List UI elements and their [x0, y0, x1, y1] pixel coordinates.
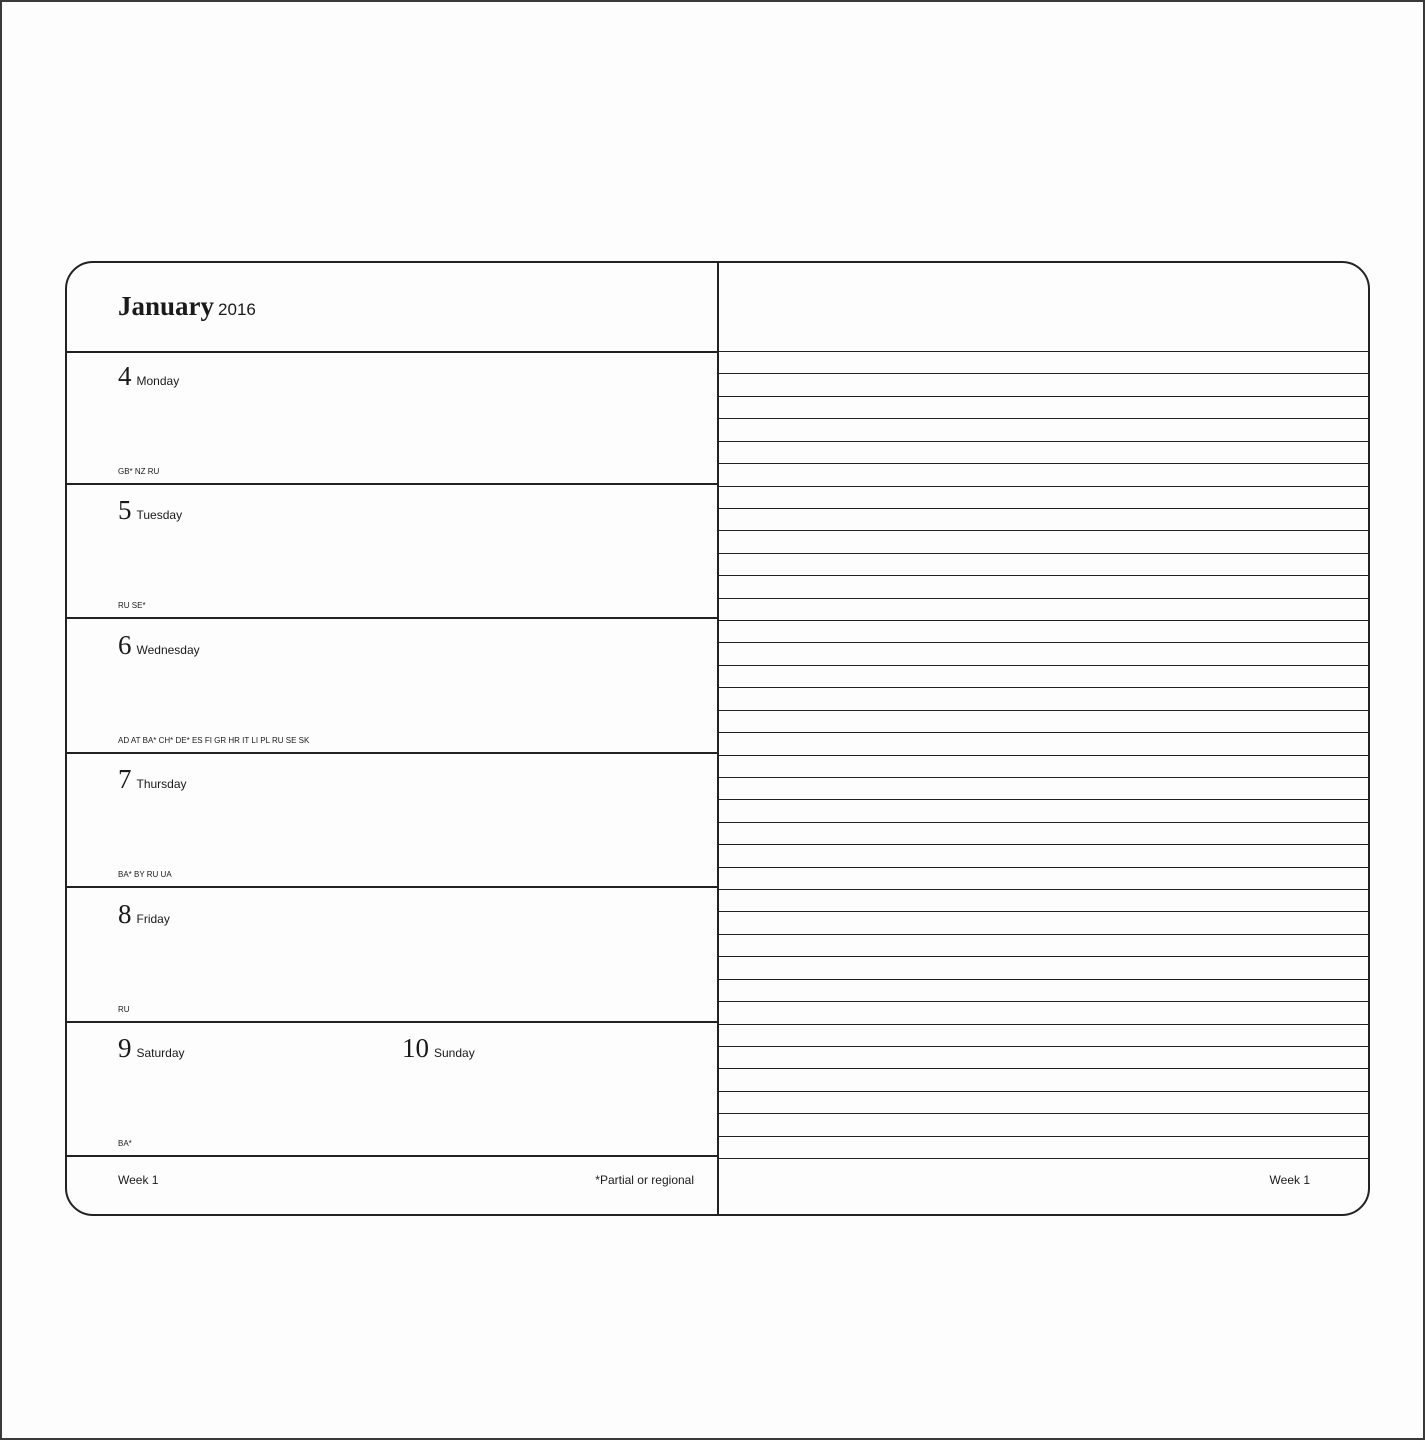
- week-label-right: Week 1: [1269, 1173, 1310, 1187]
- day-row-monday[interactable]: [67, 351, 718, 485]
- ruled-line: [718, 1068, 1368, 1069]
- ruled-line: [718, 1046, 1368, 1047]
- ruled-line: [718, 687, 1368, 688]
- day-name: Wednesday: [136, 643, 200, 657]
- holiday-codes: RU: [118, 1005, 130, 1014]
- day-number: 4: [118, 361, 132, 391]
- holiday-codes: AD AT BA* CH* DE* ES FI GR HR IT LI PL RU SE SK: [118, 736, 310, 745]
- ruled-line: [718, 1001, 1368, 1002]
- ruled-line: [718, 1136, 1368, 1137]
- day-number: 7: [118, 764, 132, 794]
- day-number: 9: [118, 1033, 132, 1063]
- ruled-line: [718, 373, 1368, 374]
- day-heading: [118, 764, 187, 795]
- holiday-codes: BA*: [118, 1139, 132, 1148]
- day-number: 8: [118, 899, 132, 929]
- ruled-line: [718, 642, 1368, 643]
- day-name: Thursday: [136, 777, 187, 791]
- month-header: [67, 263, 718, 353]
- day-name: Friday: [136, 912, 170, 926]
- ruled-line: [718, 575, 1368, 576]
- day-row-wednesday[interactable]: [67, 620, 718, 754]
- month-title: [118, 291, 256, 322]
- ruled-line: [718, 530, 1368, 531]
- ruled-line: [718, 934, 1368, 935]
- holiday-codes: GB* NZ RU: [118, 467, 160, 476]
- ruled-line: [718, 351, 1368, 352]
- day-row-tuesday[interactable]: [67, 485, 718, 619]
- day-row-friday[interactable]: [67, 889, 718, 1023]
- holiday-codes: BA* BY RU UA: [118, 870, 172, 879]
- day-row-weekend[interactable]: [67, 1023, 718, 1157]
- ruled-line: [718, 889, 1368, 890]
- left-page: [67, 263, 718, 1214]
- day-number: 10: [402, 1033, 429, 1063]
- week-label-left: Week 1: [118, 1173, 159, 1187]
- day-heading: [118, 361, 179, 392]
- right-page: [718, 263, 1368, 1214]
- ruled-line: [718, 1091, 1368, 1092]
- ruled-line: [718, 911, 1368, 912]
- ruled-line: [718, 620, 1368, 621]
- ruled-line: [718, 508, 1368, 509]
- ruled-line: [718, 822, 1368, 823]
- ruled-line: [718, 710, 1368, 711]
- ruled-line: [718, 867, 1368, 868]
- day-name: Monday: [136, 374, 180, 388]
- day-name: Tuesday: [136, 508, 183, 522]
- ruled-line: [718, 956, 1368, 957]
- year: 2016: [218, 300, 256, 319]
- weekly-planner-spread: [65, 261, 1370, 1216]
- ruled-line: [718, 441, 1368, 442]
- day-name: Sunday: [434, 1046, 475, 1060]
- ruled-line: [718, 598, 1368, 599]
- month-name: January: [118, 291, 215, 321]
- day-row-thursday[interactable]: [67, 754, 718, 888]
- ruled-line: [718, 486, 1368, 487]
- ruled-line: [718, 463, 1368, 464]
- day-heading: [118, 630, 200, 661]
- ruled-line: [718, 799, 1368, 800]
- day-heading: [118, 495, 182, 526]
- partial-regional-note: *Partial or regional: [595, 1173, 694, 1187]
- day-heading: [118, 899, 170, 930]
- ruled-line: [718, 1024, 1368, 1025]
- ruled-line: [718, 1113, 1368, 1114]
- ruled-line: [718, 418, 1368, 419]
- ruled-line: [718, 777, 1368, 778]
- day-name: Saturday: [136, 1046, 185, 1060]
- ruled-line: [718, 732, 1368, 733]
- day-number: 5: [118, 495, 132, 525]
- ruled-line: [718, 1158, 1368, 1159]
- ruled-line: [718, 396, 1368, 397]
- day-heading-saturday: [118, 1033, 185, 1064]
- day-heading-sunday: [402, 1033, 475, 1064]
- ruled-line: [718, 665, 1368, 666]
- ruled-line: [718, 553, 1368, 554]
- ruled-line: [718, 755, 1368, 756]
- holiday-codes: RU SE*: [118, 601, 146, 610]
- ruled-line: [718, 979, 1368, 980]
- day-number: 6: [118, 630, 132, 660]
- ruled-line: [718, 844, 1368, 845]
